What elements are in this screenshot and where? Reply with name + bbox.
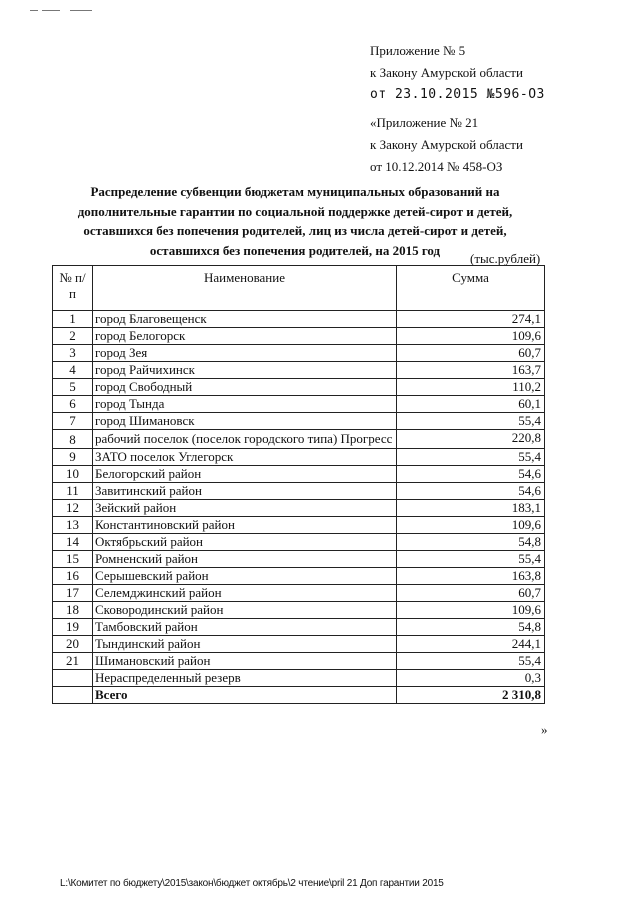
row-sum: 109,6 xyxy=(397,602,545,619)
row-num xyxy=(53,670,93,687)
table-row xyxy=(53,568,545,585)
row-name: город Шимановск xyxy=(93,413,397,430)
row-name: Селемджинский район xyxy=(93,585,397,602)
table-row xyxy=(53,653,545,670)
row-sum: 60,7 xyxy=(397,345,545,362)
row-sum: 55,4 xyxy=(397,413,545,430)
row-num: 12 xyxy=(53,500,93,517)
row-name: Зейский район xyxy=(93,500,397,517)
row-num: 5 xyxy=(53,379,93,396)
row-sum: 109,6 xyxy=(397,328,545,345)
row-name: рабочий поселок (поселок городского типа) Прогресс xyxy=(93,430,397,449)
table-row xyxy=(53,449,545,466)
file-path-footer: L:\Комитет по бюджету\2015\закон\бюджет октябрь\2 чтение\pril 21 Доп гарантии 2015 xyxy=(60,878,444,889)
table-header-row xyxy=(53,266,545,311)
row-name: Ромненский район xyxy=(93,551,397,568)
row-name: Тамбовский район xyxy=(93,619,397,636)
row-name: Шимановский район xyxy=(93,653,397,670)
table-row xyxy=(53,551,545,568)
row-num: 4 xyxy=(53,362,93,379)
row-sum: 163,8 xyxy=(397,568,545,585)
row-num: 9 xyxy=(53,449,93,466)
row-name: город Белогорск xyxy=(93,328,397,345)
row-sum: 220,8 xyxy=(397,430,545,449)
row-name: город Зея xyxy=(93,345,397,362)
table-row xyxy=(53,328,545,345)
row-sum: 60,7 xyxy=(397,585,545,602)
document-title xyxy=(60,182,530,260)
row-sum: 55,4 xyxy=(397,551,545,568)
units-label: (тыс.рублей) xyxy=(470,251,541,266)
table-row xyxy=(53,466,545,483)
appendix-old-block xyxy=(370,112,523,178)
table-row xyxy=(53,483,545,500)
row-sum: 109,6 xyxy=(397,517,545,534)
row-num: 1 xyxy=(53,311,93,328)
row-sum: 183,1 xyxy=(397,500,545,517)
total-num xyxy=(53,687,93,704)
appendix-new-number: Приложение № 5 xyxy=(370,43,466,58)
row-sum: 55,4 xyxy=(397,449,545,466)
subvention-table xyxy=(52,265,545,704)
title-line: дополнительные гарантии по социальной поддержке детей-сирот и детей, xyxy=(77,203,513,219)
row-num: 15 xyxy=(53,551,93,568)
row-sum: 163,7 xyxy=(397,362,545,379)
appendix-old-law: к Закону Амурской области xyxy=(370,137,523,152)
row-name: Нераспределенный резерв xyxy=(93,670,397,687)
row-num: 11 xyxy=(53,483,93,500)
row-num: 6 xyxy=(53,396,93,413)
closing-quote: » xyxy=(541,722,548,737)
table-row xyxy=(53,670,545,687)
row-name: город Тында xyxy=(93,396,397,413)
row-name: Белогорский район xyxy=(93,466,397,483)
row-num: 3 xyxy=(53,345,93,362)
appendix-new-block xyxy=(370,40,545,106)
row-num: 20 xyxy=(53,636,93,653)
row-name: город Свободный xyxy=(93,379,397,396)
title-line: оставшихся без попечения родителей, на 2015 год xyxy=(149,242,441,258)
header-sum: Сумма xyxy=(397,266,545,311)
row-sum: 54,8 xyxy=(397,619,545,636)
row-num: 21 xyxy=(53,653,93,670)
table-row xyxy=(53,619,545,636)
table-row xyxy=(53,430,545,449)
row-num: 2 xyxy=(53,328,93,345)
row-name: Сковородинский район xyxy=(93,602,397,619)
row-sum: 54,6 xyxy=(397,466,545,483)
table-row xyxy=(53,636,545,653)
table-row xyxy=(53,379,545,396)
row-num: 16 xyxy=(53,568,93,585)
appendix-new-date: от 23.10.2015 №596-ОЗ xyxy=(370,87,545,102)
row-sum: 0,3 xyxy=(397,670,545,687)
row-name: город Благовещенск xyxy=(93,311,397,328)
row-sum: 274,1 xyxy=(397,311,545,328)
table-row xyxy=(53,517,545,534)
row-sum: 110,2 xyxy=(397,379,545,396)
title-line: оставшихся без попечения родителей, лиц из числа детей-сирот и детей, xyxy=(83,223,507,238)
table-row xyxy=(53,396,545,413)
row-num: 14 xyxy=(53,534,93,551)
total-label: Всего xyxy=(93,687,397,704)
row-sum: 54,6 xyxy=(397,483,545,500)
row-sum: 60,1 xyxy=(397,396,545,413)
table-row xyxy=(53,413,545,430)
scan-artifact xyxy=(30,8,100,14)
row-name: Серышевский район xyxy=(93,568,397,585)
row-name: город Райчихинск xyxy=(93,362,397,379)
row-num: 7 xyxy=(53,413,93,430)
row-num: 19 xyxy=(53,619,93,636)
header-name: Наименование xyxy=(93,266,397,311)
row-name: ЗАТО поселок Углегорск xyxy=(93,449,397,466)
row-num: 8 xyxy=(53,430,93,449)
row-num: 10 xyxy=(53,466,93,483)
table-row xyxy=(53,602,545,619)
row-name: Октябрьский район xyxy=(93,534,397,551)
row-sum: 55,4 xyxy=(397,653,545,670)
row-num: 13 xyxy=(53,517,93,534)
table-row xyxy=(53,500,545,517)
row-name: Завитинский район xyxy=(93,483,397,500)
table-row xyxy=(53,362,545,379)
title-line: Распределение субвенции бюджетам муниципальных образований на xyxy=(90,184,500,199)
row-sum: 244,1 xyxy=(397,636,545,653)
appendix-new-law: к Закону Амурской области xyxy=(370,65,523,80)
table-total-row xyxy=(53,687,545,704)
table-row xyxy=(53,345,545,362)
appendix-old-number: «Приложение № 21 xyxy=(370,115,479,130)
header-num: № п/п xyxy=(53,266,93,311)
row-name: Тындинский район xyxy=(93,636,397,653)
row-num: 18 xyxy=(53,602,93,619)
table-row xyxy=(53,311,545,328)
row-num: 17 xyxy=(53,585,93,602)
row-name: Константиновский район xyxy=(93,517,397,534)
table-row xyxy=(53,585,545,602)
appendix-old-date: от 10.12.2014 № 458-ОЗ xyxy=(370,159,503,174)
total-sum: 2 310,8 xyxy=(397,687,545,704)
table-row xyxy=(53,534,545,551)
row-sum: 54,8 xyxy=(397,534,545,551)
